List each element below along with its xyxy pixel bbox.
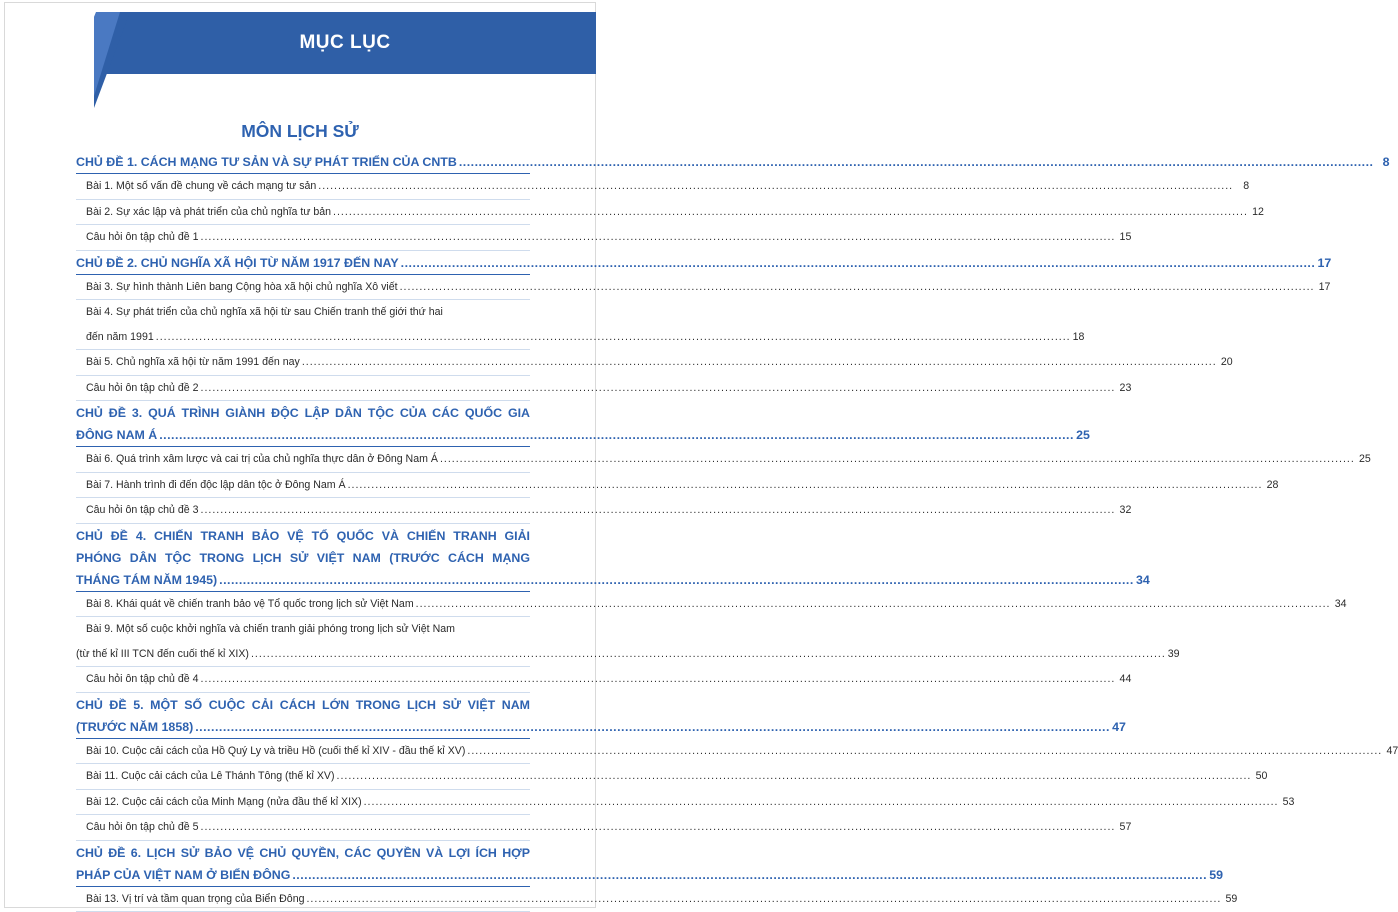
lesson-title-line: Bài 2. Sự xác lập và phát triển của chủ nghĩa tư bản: [86, 200, 331, 225]
lesson-title-line: Bài 9. Một số cuộc khởi nghĩa và chiến tranh giải phóng trong lịch sử Việt Nam: [86, 617, 530, 642]
page-number: 15: [1117, 225, 1131, 250]
topic-title-line: CHỦ ĐỀ 2. CHỦ NGHĨA XÃ HỘI TỪ NĂM 1917 ĐẾN NAY: [76, 252, 399, 274]
dot-leader: [201, 376, 1116, 401]
lesson-title-row: [86, 376, 530, 401]
topic-title-row: [76, 864, 530, 886]
toc-lesson: [76, 592, 530, 618]
dot-leader: [302, 350, 1217, 375]
toc-topic: [76, 841, 530, 887]
lesson-title-row: [86, 815, 530, 840]
page-number: 17: [1317, 252, 1331, 274]
page-title: MỤC LỤC: [94, 12, 596, 74]
dot-leader: [201, 225, 1116, 250]
lesson-title-line: Bài 1. Một số vấn đề chung về cách mạng tư sản: [86, 174, 316, 199]
topic-title-line: (TRƯỚC NĂM 1858): [76, 716, 193, 738]
page-number: 59: [1223, 887, 1237, 912]
dot-leader: [251, 648, 1166, 660]
toc-lesson: [76, 617, 530, 667]
toc-lesson: [76, 498, 530, 524]
lesson-title-line: Bài 4. Sự phát triển của chủ nghĩa xã hội từ sau Chiến tranh thế giới thứ hai: [86, 300, 530, 325]
page-number: 47: [1112, 716, 1126, 738]
toc-topic: [76, 150, 530, 174]
lesson-title-row: [86, 325, 530, 350]
lesson-title-row: [86, 350, 530, 375]
lesson-title-line: Bài 6. Quá trình xâm lược và cai trị của chủ nghĩa thực dân ở Đông Nam Á: [86, 447, 438, 472]
topic-title-line: PHÓNG DÂN TỘC TRONG LỊCH SỬ VIỆT NAM (TRƯỚC CÁCH MẠNG: [76, 547, 530, 569]
topic-title-line: THÁNG TÁM NĂM 1945): [76, 569, 217, 591]
dot-leader: [318, 174, 1233, 199]
page-number: 17: [1316, 275, 1330, 300]
table-of-contents: [76, 150, 530, 912]
lesson-title-line: Bài 7. Hành trình đi đến độc lập dân tộc ở Đông Nam Á: [86, 473, 346, 498]
page-number: 12: [1250, 200, 1264, 225]
topic-title-row: [76, 716, 530, 738]
lesson-title-row: [86, 667, 530, 692]
toc-lesson: [76, 300, 530, 350]
toc-topic: [76, 524, 530, 592]
topic-title-line: CHỦ ĐỀ 4. CHIẾN TRANH BẢO VỆ TỔ QUỐC VÀ CHIẾN TRANH GIẢI: [76, 525, 530, 547]
toc-lesson: [76, 174, 530, 200]
lesson-title-line: Bài 13. Vị trí và tầm quan trọng của Biển Đông: [86, 887, 304, 912]
lesson-title-row: [86, 498, 530, 523]
toc-lesson: [76, 275, 530, 301]
dot-leader: [400, 275, 1315, 300]
page-number: 47: [1384, 739, 1398, 764]
topic-title-line: PHÁP CỦA VIỆT NAM Ở BIỂN ĐÔNG: [76, 864, 290, 886]
lesson-title-line: Bài 11. Cuộc cải cách của Lê Thánh Tông (thế kỉ XV): [86, 764, 335, 789]
topic-title-row: [76, 252, 530, 274]
dot-leader: [337, 764, 1252, 789]
topic-title-row: [76, 424, 530, 446]
topic-title-line: CHỦ ĐỀ 5. MỘT SỐ CUỘC CẢI CÁCH LỚN TRONG LỊCH SỬ VIỆT NAM: [76, 694, 530, 716]
dot-leader: [306, 887, 1221, 912]
lesson-title-line: Câu hỏi ôn tập chủ đề 1: [86, 225, 199, 250]
toc-lesson: [76, 764, 530, 790]
dot-leader: [416, 592, 1331, 617]
lesson-title-row: [86, 592, 530, 617]
page-number: 25: [1357, 447, 1371, 472]
toc-lesson: [76, 887, 530, 912]
lesson-title-row: [86, 790, 530, 815]
dot-leader: [292, 864, 1207, 886]
lesson-title-line: Câu hỏi ôn tập chủ đề 4: [86, 667, 199, 692]
toc-lesson: [76, 350, 530, 376]
toc-lesson: [76, 739, 530, 765]
dot-leader: [195, 716, 1110, 738]
dot-leader: [201, 815, 1116, 840]
toc-topic: [76, 401, 530, 447]
lesson-title-row: [86, 174, 530, 199]
dot-leader: [201, 498, 1116, 523]
lesson-title-line: Bài 3. Sự hình thành Liên bang Cộng hòa xã hội chủ nghĩa Xô viết: [86, 275, 398, 300]
lesson-title-row: [86, 739, 530, 764]
lesson-title-line: đến năm 1991: [86, 331, 154, 343]
page-number: 28: [1264, 473, 1278, 498]
topic-title-line: CHỦ ĐỀ 3. QUÁ TRÌNH GIÀNH ĐỘC LẬP DÂN TỘC CỦA CÁC QUỐC GIA: [76, 402, 530, 424]
lesson-title-row: [86, 764, 530, 789]
topic-title-row: [76, 151, 530, 173]
dot-leader: [201, 667, 1116, 692]
dot-leader: [159, 424, 1074, 446]
page-number: 34: [1136, 569, 1150, 591]
lesson-title-row: [86, 473, 530, 498]
topic-title-line: CHỦ ĐỀ 6. LỊCH SỬ BẢO VỆ CHỦ QUYỀN, CÁC QUYỀN VÀ LỢI ÍCH HỢP: [76, 842, 530, 864]
toc-lesson: [76, 667, 530, 693]
page-number: 32: [1117, 498, 1131, 523]
lesson-title-line: (từ thế kỉ III TCN đến cuối thế kỉ XIX): [76, 648, 249, 660]
toc-lesson: [76, 447, 530, 473]
lesson-title-line: Bài 5. Chủ nghĩa xã hội từ năm 1991 đến nay: [86, 350, 300, 375]
dot-leader: [333, 200, 1248, 225]
toc-topic: [76, 251, 530, 275]
lesson-title-row: [86, 200, 530, 225]
lesson-title-line: Câu hỏi ôn tập chủ đề 2: [86, 376, 199, 401]
toc-lesson: [76, 815, 530, 841]
toc-topic: [76, 693, 530, 739]
toc-lesson: [76, 376, 530, 402]
page-number: 18: [1073, 331, 1085, 343]
lesson-title-row: [86, 447, 530, 472]
page-number: 50: [1253, 764, 1267, 789]
dot-leader: [219, 569, 1134, 591]
page-number: 8: [1375, 151, 1389, 173]
subject-title: MÔN LỊCH SỬ: [0, 121, 600, 142]
lesson-title-line: Bài 12. Cuộc cải cách của Minh Mạng (nửa đầu thế kỉ XIX): [86, 790, 362, 815]
topic-title-line: CHỦ ĐỀ 1. CÁCH MẠNG TƯ SẢN VÀ SỰ PHÁT TRIỂN CỦA CNTB: [76, 151, 457, 173]
lesson-title-row: [76, 642, 530, 667]
page-number: 59: [1209, 864, 1223, 886]
dot-leader: [459, 151, 1374, 173]
toc-lesson: [76, 473, 530, 499]
toc-lesson: [76, 790, 530, 816]
page-number: 44: [1117, 667, 1131, 692]
dot-leader: [364, 790, 1279, 815]
lesson-title-line: Bài 8. Khái quát về chiến tranh bảo vệ Tổ quốc trong lịch sử Việt Nam: [86, 592, 414, 617]
page-number: 23: [1117, 376, 1131, 401]
page-number: 20: [1219, 350, 1233, 375]
toc-lesson: [76, 200, 530, 226]
lesson-title-row: [86, 225, 530, 250]
topic-title-row: [76, 569, 530, 591]
dot-leader: [348, 473, 1263, 498]
page-number: 34: [1333, 592, 1347, 617]
page-number: 8: [1235, 174, 1249, 199]
lesson-title-line: Câu hỏi ôn tập chủ đề 3: [86, 498, 199, 523]
dot-leader: [440, 447, 1355, 472]
page-number: 57: [1117, 815, 1131, 840]
lesson-title-row: [86, 887, 530, 912]
dot-leader: [401, 252, 1316, 274]
lesson-title-row: [86, 275, 530, 300]
dot-leader: [156, 331, 1071, 343]
toc-lesson: [76, 225, 530, 251]
page-number: 53: [1280, 790, 1294, 815]
dot-leader: [467, 739, 1382, 764]
topic-title-line: ĐÔNG NAM Á: [76, 424, 157, 446]
page-number: 25: [1076, 424, 1090, 446]
page-number: 39: [1168, 648, 1180, 660]
lesson-title-line: Bài 10. Cuộc cải cách của Hồ Quý Ly và triều Hồ (cuối thế kỉ XIV - đầu thế kỉ XV): [86, 739, 465, 764]
lesson-title-line: Câu hỏi ôn tập chủ đề 5: [86, 815, 199, 840]
